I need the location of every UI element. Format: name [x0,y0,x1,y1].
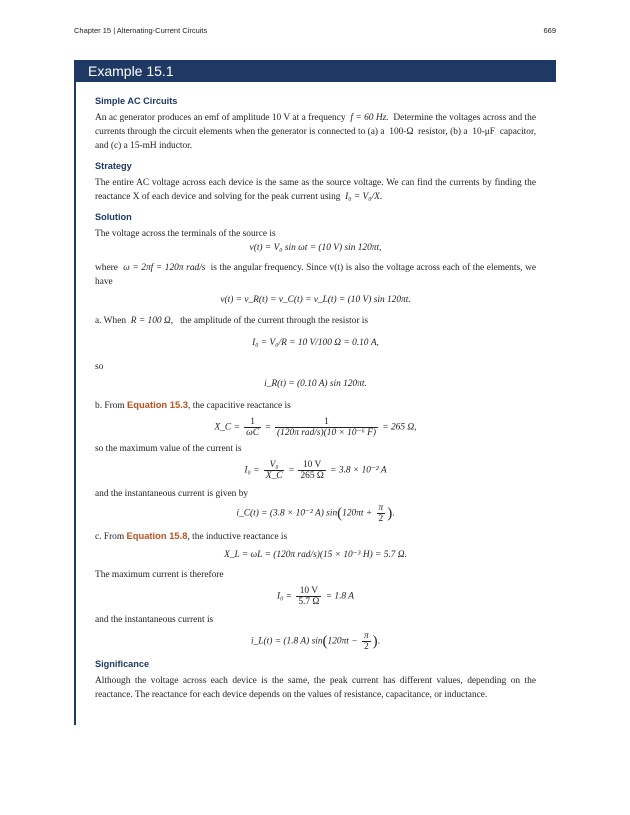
solution-text-4: and the instantaneous current is given by [95,489,249,499]
equation-8: X_L = ωL = (120π rad/s)(15 × 10⁻³ H) = 5.7 Ω. [224,550,407,560]
chapter-title: Chapter 15 | Alternating-Current Circuits [74,26,208,35]
part-c-text: c. From Equation 15.8, the inductive reactance is [95,530,288,542]
part-b-text: b. From Equation 15.3, the capacitive reactance is [95,399,291,411]
solution-text-2: where ω = 2πf = 120π rad/s is the angular frequency. Since v(t) is also the voltage across each of the elements, we have [95,263,537,287]
page-number: 669 [543,26,556,35]
solution-text-3: so the maximum value of the current is [95,444,242,454]
equation-3: I₀ = V₀/R = 10 V/100 Ω = 0.10 A, [252,338,379,348]
example-left-rule [74,82,76,725]
strategy-heading: Strategy [95,161,132,171]
significance-text: Although the voltage across each device is the same, the peak current has different values, depending on the reactance. The reactance for each device depends on the values of resistance, capacitance, or inductance. [95,676,536,700]
equation-15-8-link[interactable]: Equation 15.8 [126,530,188,541]
equation-2: v(t) = v_R(t) = v_C(t) = v_L(t) = (10 V) sin 120πt. [220,295,411,305]
solution-heading: Solution [95,212,132,222]
equation-4: i_R(t) = (0.10 A) sin 120πt. [264,379,367,389]
example-title: Example 15.1 [88,63,174,79]
strategy-text: The entire AC voltage across each device is the same as the source voltage. We can find the currents by finding the reactance X of each device and solving for the peak current using I₀ = V₀/X. [95,178,536,202]
equation-15-3-link[interactable]: Equation 15.3 [127,399,188,410]
solution-text-1: The voltage across the terminals of the source is [95,229,276,239]
equation-7: i_C(t) = (3.8 × 10⁻² A) sin(120πt + $\frac{\pi}{2}$ ). [236,503,395,524]
equation-10: i_L(t) = (1.8 A) sin(120πt − $\frac{\pi}{2}$ ). [251,631,380,652]
equation-5: X_C = $\frac{1}{\omega C}$ = 1 (120π rad/s)(10 × 10⁻⁶ F) = 265 Ω, [214,417,417,438]
equation-6: I₀ = $\frac{\text{V₀}}{X\_C}$ = $\frac{10 V}{265 \Omega}$ = 3.8 × 10⁻² A [244,460,387,481]
solution-text-6: and the instantaneous current is [95,615,214,625]
example-title-bar [74,60,556,82]
equation-1: v(t) = V₀ sin ωt = (10 V) sin 120πt, [249,243,382,253]
equation-9: I₀ = $\frac{10 V}{5.7 \Omega}$ = 1.8 A [276,586,355,607]
significance-heading: Significance [95,659,150,669]
problem-statement: An ac generator produces an emf of amplitude 10 V at a frequency f = 60 Hz. Determine the voltages across and the currents through the circuit elements when the generator is connected to (a) a 100-Ω resistor, (b) a 10-μF capacitor, and (c) a 15-mH inductor. [95,113,537,151]
running-head [74,26,556,38]
so-text: so [95,362,104,372]
solution-text-5: The maximum current is therefore [95,570,224,580]
example-body [95,95,536,702]
example-subtitle: Simple AC Circuits [95,96,178,106]
part-a-text: a. When R = 100 Ω, the amplitude of the current through the resistor is [95,316,369,326]
